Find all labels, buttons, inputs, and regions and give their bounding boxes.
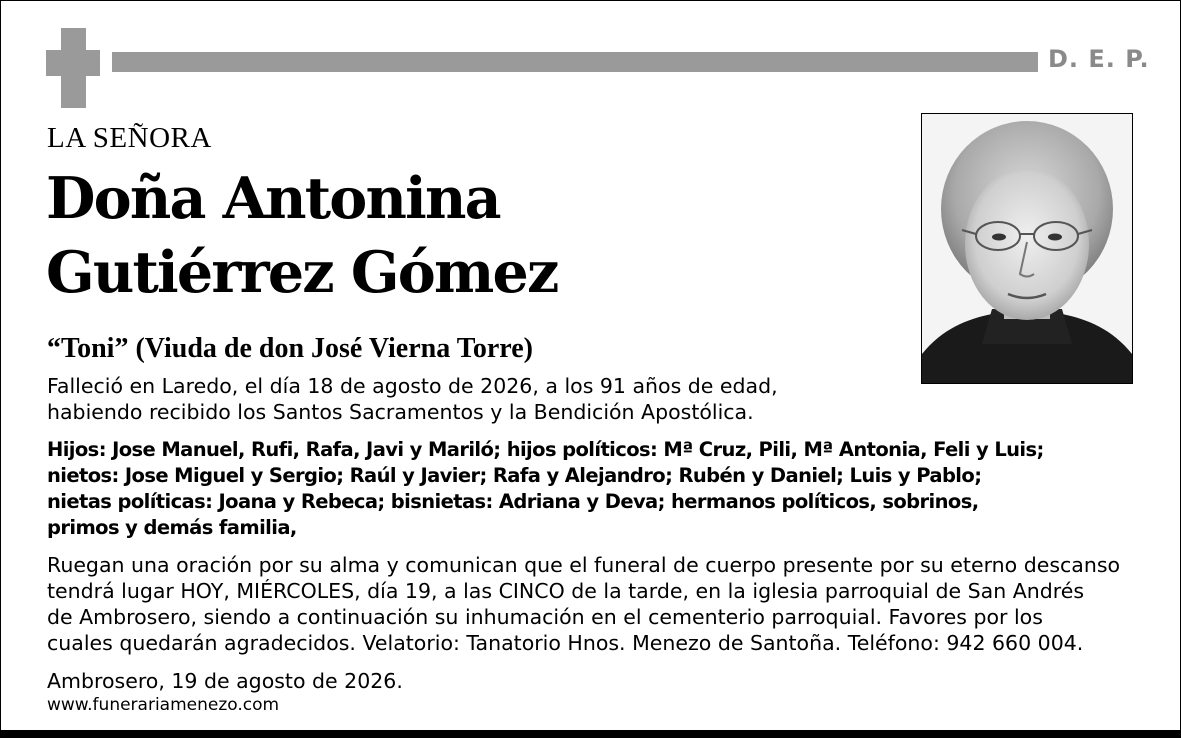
text-line: nietos: Jose Miguel y Sergio; Raúl y Javier; Rafa y Alejandro; Rubén y Daniel; Luis y Pablo; bbox=[47, 464, 982, 487]
text-line: primos y demás familia, bbox=[47, 516, 297, 539]
deceased-name bbox=[46, 162, 558, 310]
text-line: tendrá lugar HOY, MIÉRCOLES, día 19, a las CINCO de la tarde, en la iglesia parroquial de San Andrés bbox=[47, 579, 1085, 603]
name-line-2: Gutiérrez Gómez bbox=[46, 239, 558, 306]
portrait-photo bbox=[921, 113, 1133, 384]
name-line-1: Doña Antonina bbox=[46, 165, 500, 232]
alias-widow-line: “Toni” (Viuda de don José Vierna Torre) bbox=[47, 333, 533, 364]
place-date: Ambrosero, 19 de agosto de 2026. bbox=[47, 669, 403, 693]
family-paragraph bbox=[47, 437, 1044, 541]
funeral-paragraph bbox=[47, 552, 1120, 656]
text-line: habiendo recibido los Santos Sacramentos y la Bendición Apostólica. bbox=[47, 400, 754, 424]
text-line: Falleció en Laredo, el día 18 de agosto de 2026, a los 91 años de edad, bbox=[47, 374, 778, 398]
text-line: Hijos: Jose Manuel, Rufi, Rafa, Javi y Mariló; hijos políticos: Mª Cruz, Pili, Mª Antonia, Feli y Luis; bbox=[47, 438, 1044, 461]
honorific-title: LA SEÑORA bbox=[47, 122, 212, 154]
dep-label: D. E. P. bbox=[1048, 45, 1150, 73]
text-line: nietas políticas: Joana y Rebeca; bisnietas: Adriana y Deva; hermanos políticos, sobrinos, bbox=[47, 490, 979, 513]
text-line: Ruegan una oración por su alma y comunican que el funeral de cuerpo presente por su eterno descanso bbox=[47, 553, 1121, 577]
text-line: de Ambrosero, siendo a continuación su inhumación en el cementerio parroquial. Favores por los bbox=[47, 605, 1043, 629]
death-paragraph bbox=[47, 373, 778, 425]
header-rule bbox=[112, 52, 1038, 72]
text-line: cuales quedarán agradecidos. Velatorio: Tanatorio Hnos. Menezo de Santoña. Teléfono: 942 660 004. bbox=[47, 631, 1084, 655]
website-link: www.funerariamenezo.com bbox=[47, 695, 280, 715]
